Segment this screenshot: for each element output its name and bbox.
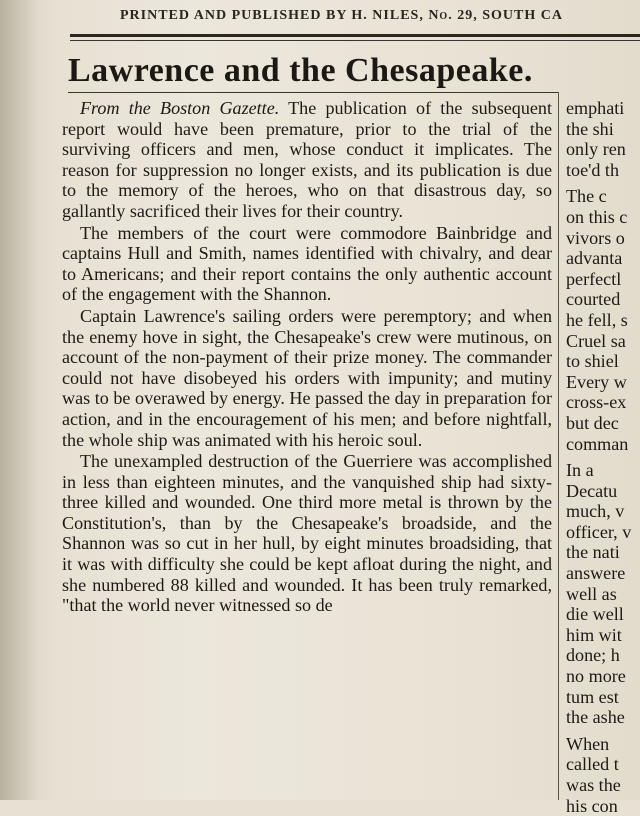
article-body bbox=[62, 98, 552, 616]
masthead-rule-thin bbox=[70, 40, 640, 41]
adjacent-line: much, v bbox=[566, 501, 625, 522]
adjacent-line: but dec bbox=[566, 412, 619, 433]
adjacent-column bbox=[566, 98, 640, 816]
adjacent-line: only ren bbox=[566, 139, 626, 160]
adjacent-line: In a bbox=[566, 460, 594, 481]
adjacent-line: to shiel bbox=[566, 351, 619, 372]
adjacent-line: officer, v bbox=[566, 521, 632, 542]
adjacent-line: When bbox=[566, 733, 610, 754]
adjacent-line: Cruel sa bbox=[566, 330, 626, 351]
adjacent-line: Decatu bbox=[566, 480, 618, 501]
paragraph-text: The publication of the subsequent report would have been premature, prior to the trial of the surviving officers and men, whose conduct it implicates. The reason for suppression no longer exists, and its publication is due to the memory of the heroes, who on that disastrous day, so gallantly sacrificed their lives for their country. bbox=[62, 98, 552, 221]
adjacent-line: called t bbox=[566, 754, 619, 775]
adjacent-line: tum est bbox=[566, 686, 619, 707]
adjacent-line: the shi bbox=[566, 118, 614, 139]
adjacent-line: vivors o bbox=[566, 227, 625, 248]
adjacent-line: perfectl bbox=[566, 268, 622, 289]
adjacent-line: die well bbox=[566, 604, 624, 625]
article-source: From the Boston Gazette. bbox=[80, 98, 280, 118]
adjacent-line: courted bbox=[566, 289, 621, 310]
masthead-imprint: PRINTED AND PUBLISHED BY H. NILES, No. 29, SOUTH CA bbox=[120, 8, 563, 23]
adjacent-line: the nati bbox=[566, 542, 620, 563]
adjacent-line: no more bbox=[566, 666, 626, 687]
adjacent-line: on this c bbox=[566, 206, 628, 227]
article-headline: Lawrence and the Chesapeake. bbox=[68, 52, 533, 89]
adjacent-line: was the bbox=[566, 775, 621, 795]
adjacent-line: him wit bbox=[566, 624, 622, 645]
adjacent-line: cross-ex bbox=[566, 392, 627, 413]
masthead-rule bbox=[70, 34, 640, 37]
adjacent-line: his con bbox=[566, 795, 618, 816]
adjacent-line: advanta bbox=[566, 248, 623, 269]
adjacent-line: Every w bbox=[566, 371, 627, 392]
page-gutter-shadow bbox=[0, 0, 56, 800]
article-paragraph: Captain Lawrence's sailing orders were peremptory; and when the enemy hove in sight, the Chesapeake's crew were mutinous, on account of the non-payment of their prize money. The commander could not have disobeyed his orders with impunity; and mutiny was to be overawed by energy. He passed the day in preparation for action, and in the encouragement of his men; and before nightfall, the whole ship was animated with his heroic soul. bbox=[62, 305, 552, 450]
adjacent-line: toe'd th bbox=[566, 159, 620, 180]
article-paragraph: The members of the court were commodore Bainbridge and captains Hull and Smith, names identified with chivalry, and dear to Americans; and their report contains the only authentic account of the engagement with the Shannon. bbox=[62, 222, 552, 305]
adjacent-line: the ashe bbox=[566, 707, 625, 728]
adjacent-line: answere bbox=[566, 563, 626, 584]
column-divider bbox=[558, 92, 559, 800]
adjacent-line: emphati bbox=[566, 98, 625, 118]
adjacent-line: The c bbox=[566, 186, 607, 207]
adjacent-line: done; h bbox=[566, 645, 620, 666]
adjacent-line: well as bbox=[566, 583, 617, 604]
article-paragraph: The unexampled destruction of the Guerriere was accomplished in less than eighteen minutes, and the vanquished ship had sixty-three killed and wounded. One third more metal is thrown by the Constitution's, than by the Chesapeake's broadside, and the Shannon was so cut in her hull, by eight minutes broadsiding, that it was with difficulty she could be kept afloat during the night, and she numbered 88 killed and wounded. It has been truly remarked, "that the world never witnessed so de bbox=[62, 451, 552, 616]
headline-rule bbox=[68, 92, 558, 93]
article-paragraph bbox=[62, 98, 552, 222]
adjacent-line: comman bbox=[566, 433, 629, 454]
adjacent-line: he fell, s bbox=[566, 309, 628, 330]
